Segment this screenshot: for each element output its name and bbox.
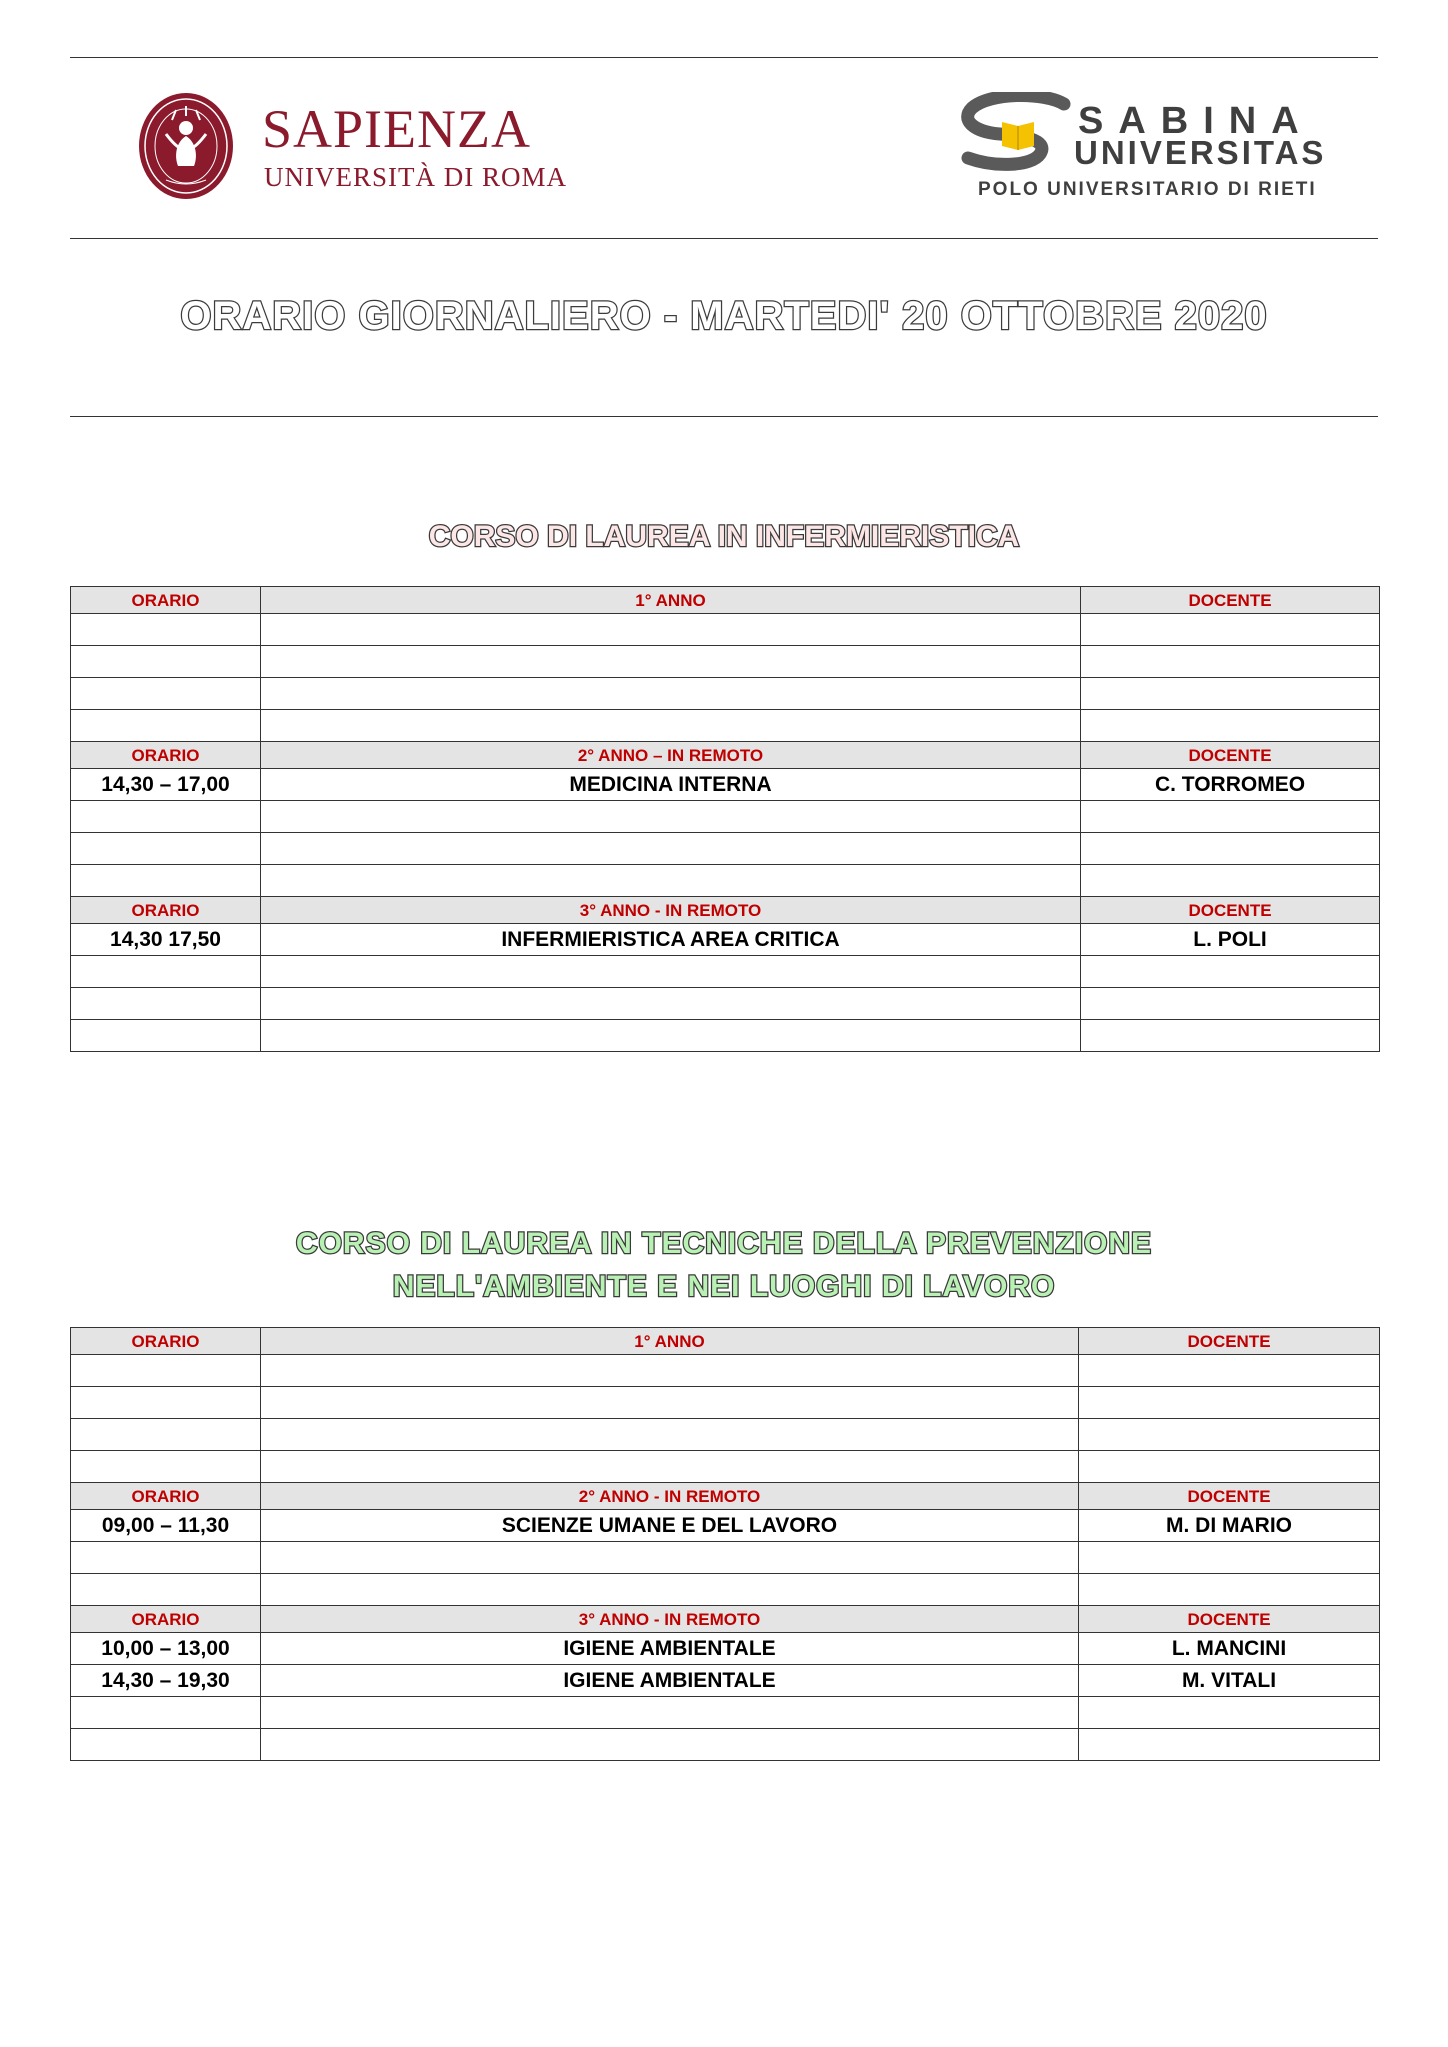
sapienza-logo <box>136 90 567 210</box>
lesson-cell <box>261 956 1081 988</box>
sapienza-seal-icon <box>136 90 236 202</box>
docente-cell: L. MANCINI <box>1079 1633 1380 1665</box>
lesson-cell <box>261 1020 1081 1052</box>
table-header-row <box>71 1328 1380 1355</box>
docente-cell <box>1081 801 1380 833</box>
lesson-cell <box>261 1542 1079 1574</box>
sabina-polo: POLO UNIVERSITARIO DI RIETI <box>978 179 1317 200</box>
orario-cell <box>71 710 261 742</box>
course-title-infermieristica: CORSO DI LAUREA IN INFERMIERISTICA <box>428 520 1020 553</box>
orario-header: ORARIO <box>71 1328 261 1355</box>
table-row <box>71 1665 1380 1697</box>
orario-header: ORARIO <box>71 587 261 614</box>
lesson-cell <box>261 1697 1079 1729</box>
table-header-row <box>71 1483 1380 1510</box>
docente-cell: M. DI MARIO <box>1079 1510 1380 1542</box>
schedule-table-infermieristica <box>70 586 1380 1052</box>
docente-cell <box>1081 956 1380 988</box>
orario-cell: 09,00 – 11,30 <box>71 1510 261 1542</box>
table-row <box>71 924 1380 956</box>
lesson-cell: SCIENZE UMANE E DEL LAVORO <box>261 1510 1079 1542</box>
orario-cell <box>71 801 261 833</box>
table-row <box>71 956 1380 988</box>
table-row <box>71 614 1380 646</box>
anno-header: 2° ANNO – IN REMOTO <box>261 742 1081 769</box>
table-row <box>71 801 1380 833</box>
lesson-cell <box>261 801 1081 833</box>
lesson-cell: INFERMIERISTICA AREA CRITICA <box>261 924 1081 956</box>
sabina-universitas: UNIVERSITAS <box>1074 134 1327 171</box>
orario-header: ORARIO <box>71 1606 261 1633</box>
course-title-line: NELL'AMBIENTE E NEI LUOGHI DI LAVORO <box>392 1270 1056 1303</box>
header-rule <box>70 238 1378 239</box>
sabina-book-icon <box>960 92 1076 174</box>
docente-header: DOCENTE <box>1079 1606 1380 1633</box>
table-row <box>71 678 1380 710</box>
table-row <box>71 1020 1380 1052</box>
lesson-cell <box>261 865 1081 897</box>
lesson-cell <box>261 1355 1079 1387</box>
docente-cell: L. POLI <box>1081 924 1380 956</box>
lesson-cell <box>261 1419 1079 1451</box>
anno-header: 1° ANNO <box>261 1328 1079 1355</box>
table-header-row <box>71 742 1380 769</box>
docente-cell: C. TORROMEO <box>1081 769 1380 801</box>
lesson-cell <box>261 1574 1079 1606</box>
docente-cell <box>1081 614 1380 646</box>
table-header-row <box>71 897 1380 924</box>
table-row <box>71 1633 1380 1665</box>
table-row <box>71 1574 1380 1606</box>
table-row <box>71 1729 1380 1761</box>
lesson-cell: IGIENE AMBIENTALE <box>261 1665 1079 1697</box>
orario-cell <box>71 865 261 897</box>
docente-cell: M. VITALI <box>1079 1665 1380 1697</box>
sapienza-name: SAPIENZA <box>262 99 532 159</box>
page-title: ORARIO GIORNALIERO - MARTEDI' 20 OTTOBRE 2020 <box>180 294 1268 338</box>
lesson-cell <box>261 614 1081 646</box>
table-row <box>71 988 1380 1020</box>
orario-cell <box>71 1574 261 1606</box>
anno-header: 2° ANNO - IN REMOTO <box>261 1483 1079 1510</box>
orario-cell <box>71 1355 261 1387</box>
orario-cell <box>71 1542 261 1574</box>
course-title-prevenzione <box>0 1222 1448 1308</box>
lesson-cell <box>261 678 1081 710</box>
docente-header: DOCENTE <box>1081 587 1380 614</box>
docente-header: DOCENTE <box>1081 742 1380 769</box>
docente-cell <box>1081 646 1380 678</box>
orario-cell <box>71 1020 261 1052</box>
orario-cell: 14,30 – 17,00 <box>71 769 261 801</box>
docente-header: DOCENTE <box>1081 897 1380 924</box>
orario-cell: 14,30 17,50 <box>71 924 261 956</box>
lesson-cell <box>261 646 1081 678</box>
docente-header: DOCENTE <box>1079 1483 1380 1510</box>
orario-cell <box>71 678 261 710</box>
sabina-name: SABINA <box>1078 100 1314 142</box>
docente-cell <box>1081 833 1380 865</box>
table-row <box>71 1355 1380 1387</box>
orario-header: ORARIO <box>71 897 261 924</box>
lesson-cell <box>261 1387 1079 1419</box>
docente-cell <box>1081 865 1380 897</box>
orario-cell <box>71 988 261 1020</box>
orario-cell <box>71 833 261 865</box>
anno-header: 3° ANNO - IN REMOTO <box>261 1606 1079 1633</box>
table-row <box>71 833 1380 865</box>
table-row <box>71 769 1380 801</box>
table-row <box>71 865 1380 897</box>
docente-cell <box>1081 710 1380 742</box>
table-row <box>71 1697 1380 1729</box>
docente-cell <box>1079 1387 1380 1419</box>
table-header-row <box>71 587 1380 614</box>
orario-cell: 10,00 – 13,00 <box>71 1633 261 1665</box>
schedule-table-prevenzione <box>70 1327 1380 1761</box>
sapienza-subtitle: UNIVERSITÀ DI ROMA <box>264 162 567 192</box>
lesson-cell <box>261 833 1081 865</box>
docente-cell <box>1079 1542 1380 1574</box>
lesson-cell <box>261 1451 1079 1483</box>
docente-cell <box>1081 1020 1380 1052</box>
course-title-line: CORSO DI LAUREA IN TECNICHE DELLA PREVENZIONE <box>295 1227 1153 1260</box>
orario-cell <box>71 1419 261 1451</box>
lesson-cell <box>261 710 1081 742</box>
orario-cell <box>71 1697 261 1729</box>
anno-header: 3° ANNO - IN REMOTO <box>261 897 1081 924</box>
anno-header: 1° ANNO <box>261 587 1081 614</box>
orario-header: ORARIO <box>71 742 261 769</box>
title-rule <box>70 416 1378 417</box>
orario-cell <box>71 956 261 988</box>
lesson-cell <box>261 1729 1079 1761</box>
table-header-row <box>71 1606 1380 1633</box>
orario-cell <box>71 1387 261 1419</box>
docente-cell <box>1081 678 1380 710</box>
table-row <box>71 1387 1380 1419</box>
docente-cell <box>1079 1697 1380 1729</box>
sabina-universitas-logo <box>960 92 1376 212</box>
docente-cell <box>1079 1419 1380 1451</box>
table-row <box>71 1542 1380 1574</box>
table-row <box>71 1510 1380 1542</box>
table-row <box>71 646 1380 678</box>
orario-cell <box>71 646 261 678</box>
table-row <box>71 1419 1380 1451</box>
docente-cell <box>1079 1574 1380 1606</box>
orario-header: ORARIO <box>71 1483 261 1510</box>
table-row <box>71 1451 1380 1483</box>
docente-cell <box>1079 1355 1380 1387</box>
docente-header: DOCENTE <box>1079 1328 1380 1355</box>
docente-cell <box>1079 1451 1380 1483</box>
orario-cell <box>71 1451 261 1483</box>
orario-cell <box>71 1729 261 1761</box>
top-rule <box>70 57 1378 58</box>
lesson-cell: IGIENE AMBIENTALE <box>261 1633 1079 1665</box>
docente-cell <box>1079 1729 1380 1761</box>
docente-cell <box>1081 988 1380 1020</box>
lesson-cell: MEDICINA INTERNA <box>261 769 1081 801</box>
table-row <box>71 710 1380 742</box>
lesson-cell <box>261 988 1081 1020</box>
orario-cell <box>71 614 261 646</box>
orario-cell: 14,30 – 19,30 <box>71 1665 261 1697</box>
